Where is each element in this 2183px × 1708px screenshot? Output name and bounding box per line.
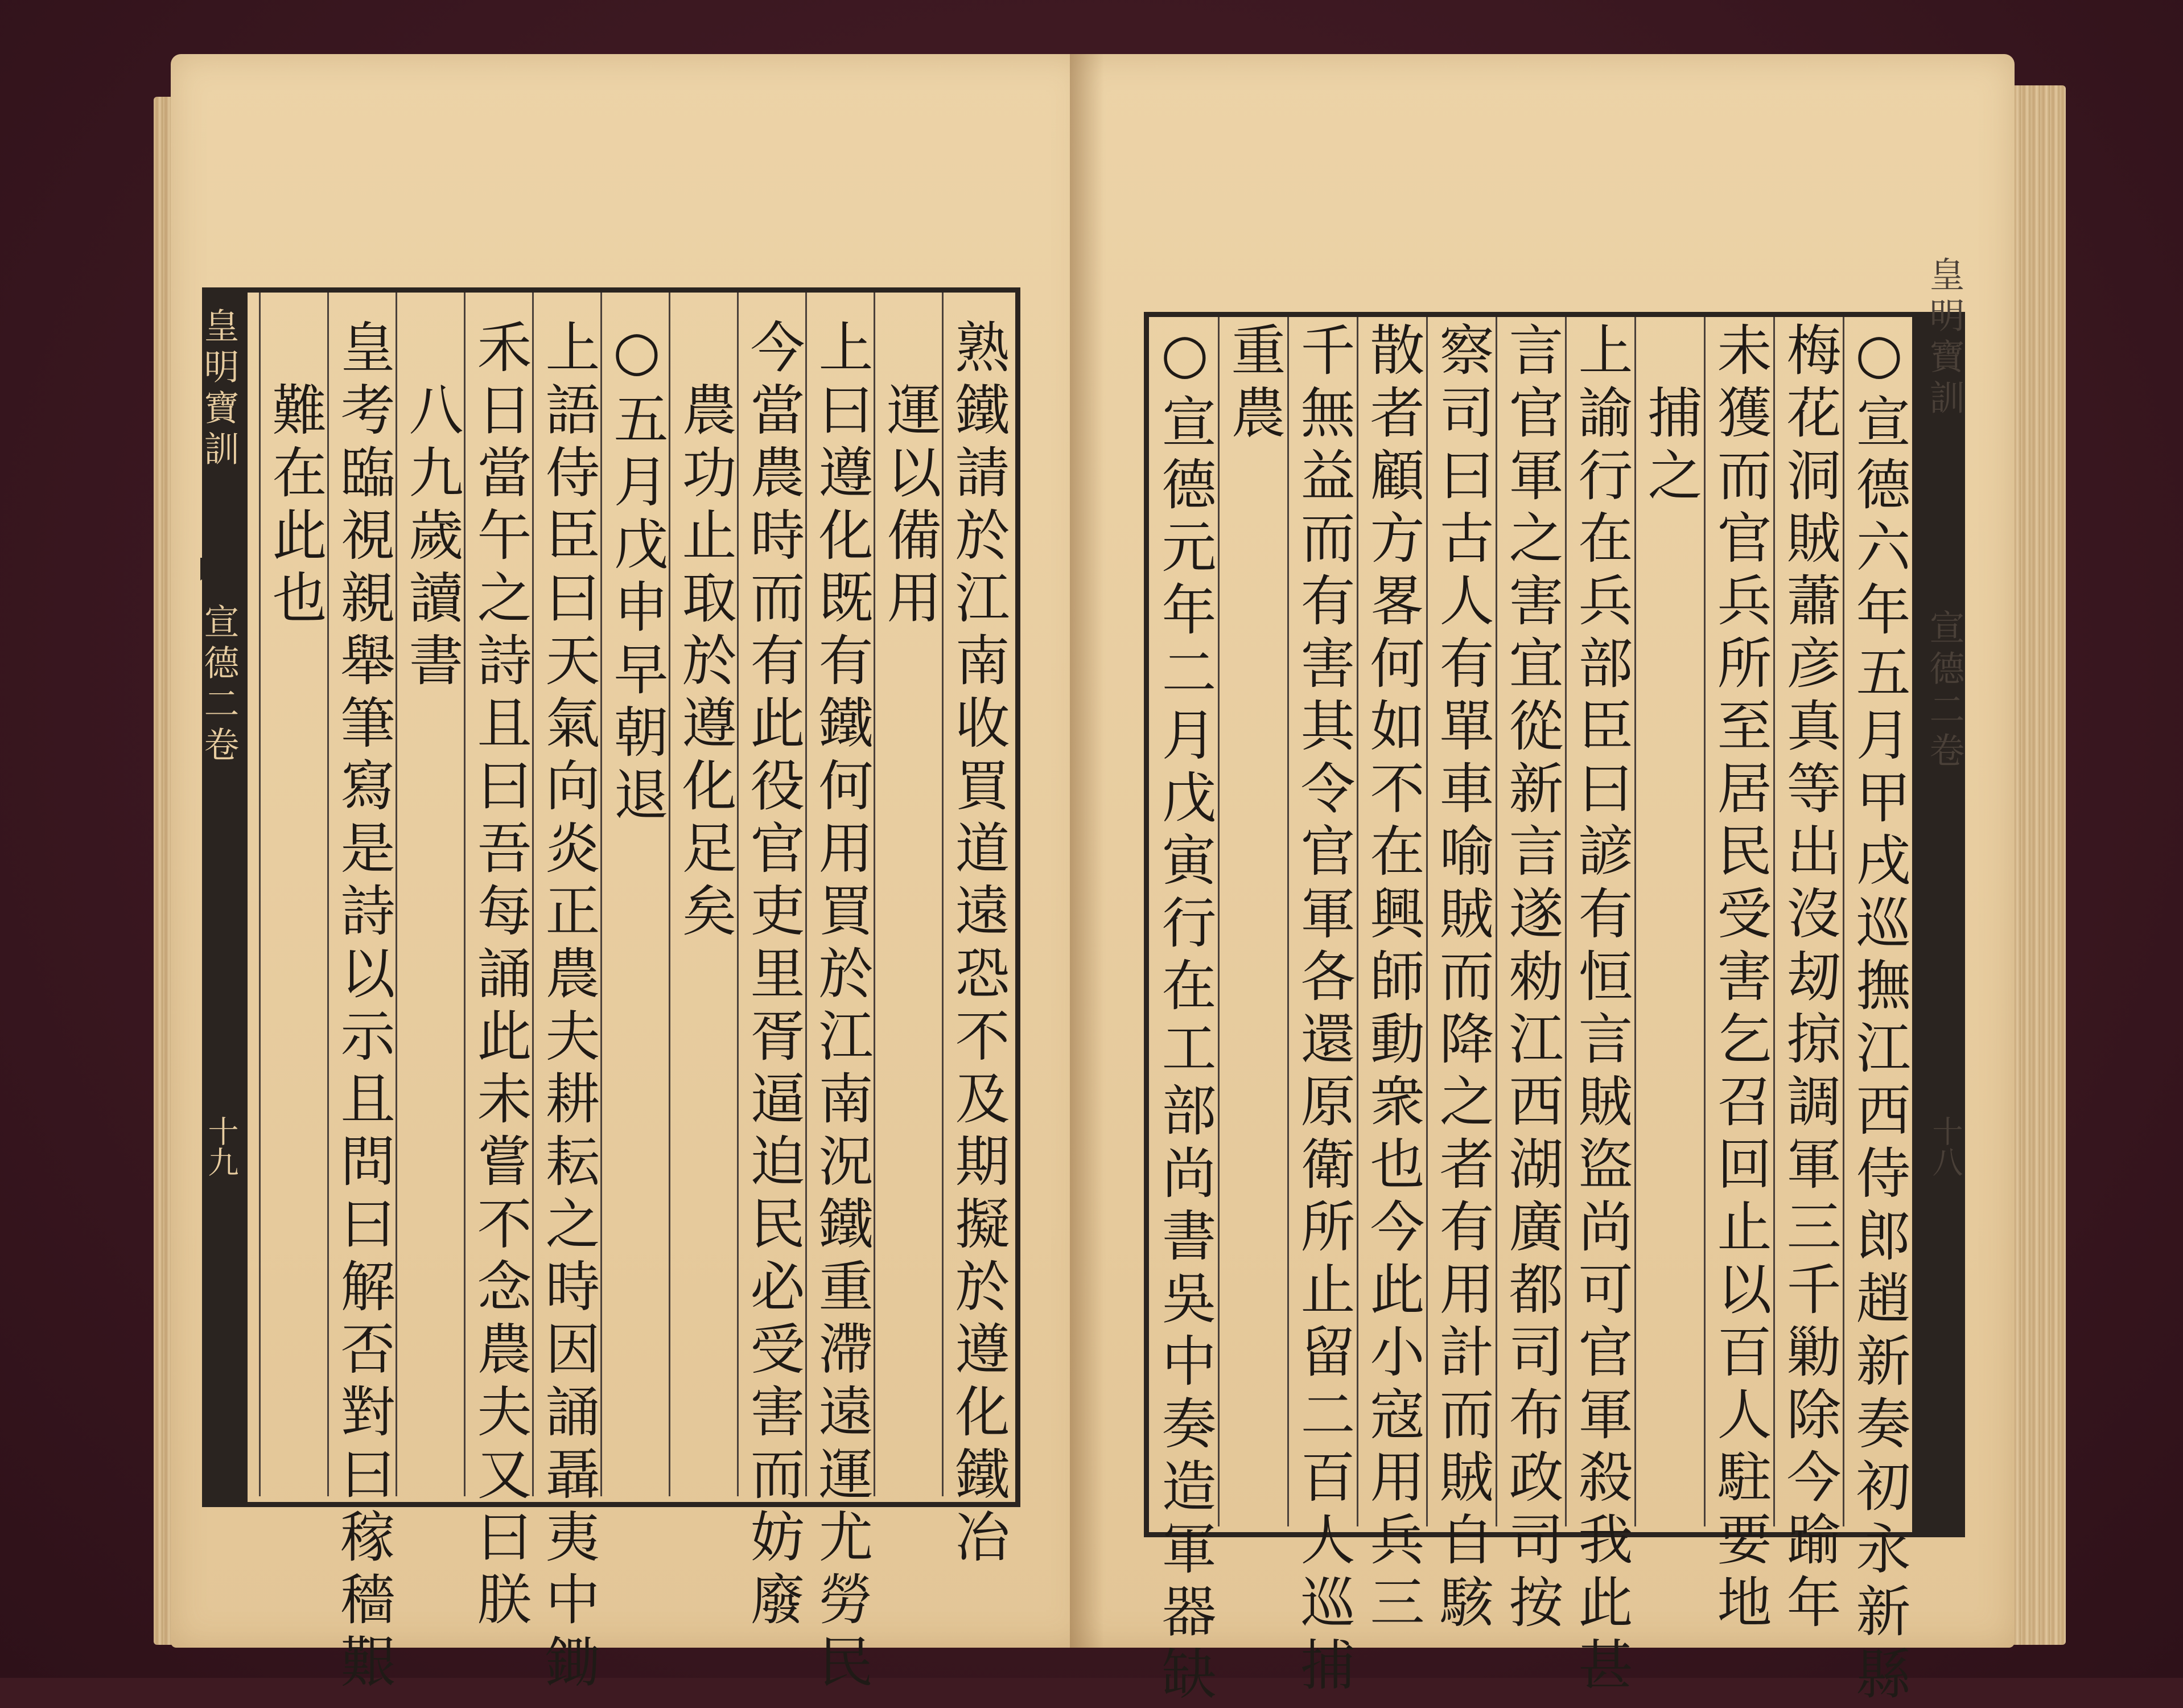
column-rule	[464, 293, 466, 1496]
column-rule	[1426, 317, 1428, 1526]
text-column: 今當農時而有此役官吏里胥逼迫民必受害而妨廢	[742, 319, 805, 1633]
right-folio: 十八	[1927, 1116, 1963, 1177]
column-rule	[669, 293, 670, 1496]
column-rule	[1357, 317, 1358, 1526]
column-rule	[737, 293, 739, 1496]
column-rule	[532, 293, 534, 1496]
column-rule	[1218, 317, 1220, 1526]
column-rule	[1843, 317, 1844, 1526]
text-column: 八九歲讀書	[400, 381, 464, 694]
text-column: 農功止取於遵化足矣	[673, 381, 737, 945]
text-column: 言官軍之害宜從新言遂勑江西湖廣都司布政司按	[1500, 322, 1564, 1636]
text-column: 重農	[1222, 322, 1286, 447]
text-column: 熟鐵請於江南收買道遠恐不及期擬於遵化鐵冶	[946, 319, 1010, 1571]
column-rule	[327, 293, 329, 1496]
column-rule	[1634, 317, 1636, 1526]
text-column: 察司曰古人有單車喻賊而降之者有用計而賊自駭	[1431, 322, 1494, 1636]
column-rule	[600, 293, 602, 1496]
column-rule	[1773, 317, 1775, 1526]
column-rule	[396, 293, 397, 1496]
text-column: 梅花洞賊蕭彦真等出沒刼掠調軍三千勦除今踰年	[1778, 322, 1842, 1636]
column-rule	[874, 293, 875, 1496]
column-rule	[805, 293, 807, 1496]
left-volume-label: 宣德二卷	[198, 603, 240, 767]
right-volume-label: 宣德二卷	[1923, 609, 1965, 773]
text-column: 禾日當午之詩且曰吾每誦此未嘗不念農夫又曰朕	[468, 319, 532, 1633]
text-column: 散者顧方畧何如不在興師動衆也今此小寇用兵三	[1361, 322, 1425, 1636]
column-rule	[1287, 317, 1289, 1526]
column-rule	[1496, 317, 1497, 1526]
left-margin-title: 皇明寶訓	[198, 307, 240, 471]
column-rule	[259, 293, 261, 1496]
text-column: 上語侍臣曰天氣向炎正農夫耕耘之時因誦聶夷中鋤	[537, 319, 600, 1696]
right-margin-title: 皇明寶訓	[1923, 256, 1965, 420]
book-gutter	[1070, 54, 1104, 1648]
column-rule	[1565, 317, 1567, 1526]
column-rule	[942, 293, 944, 1496]
left-folio: 十九	[203, 1116, 239, 1177]
text-column: 上曰遵化既有鐵何用買於江南況鐵重滯遠運尤勞民	[810, 319, 874, 1696]
text-column: 難在此也	[263, 381, 327, 632]
text-column: ○宣德六年五月甲戌巡撫江西侍郎趙新奏初永新縣	[1847, 322, 1911, 1708]
text-column: 運以備用	[878, 381, 942, 632]
text-column: 皇考臨視親舉筆寫是詩以示且問曰解否對曰稼穡艱	[332, 319, 396, 1696]
column-rule	[1704, 317, 1706, 1526]
text-column: 千無益而有害其令官軍各還原衛所止留二百人巡捕	[1292, 322, 1356, 1699]
text-column: ○五月戊申早朝退	[605, 319, 669, 829]
text-column: 上諭行在兵部臣曰諺有恒言賊盜尚可官軍殺我此甚	[1570, 322, 1633, 1699]
right-margin-band	[1912, 312, 1960, 1532]
text-column: 捕之	[1639, 384, 1703, 509]
text-column: 未獲而官兵所至居民受害乞召回止以百人駐要地	[1708, 322, 1772, 1636]
text-column: ○宣德元年二月戊寅行在工部尚書吳中奏造軍器缺	[1153, 322, 1217, 1708]
